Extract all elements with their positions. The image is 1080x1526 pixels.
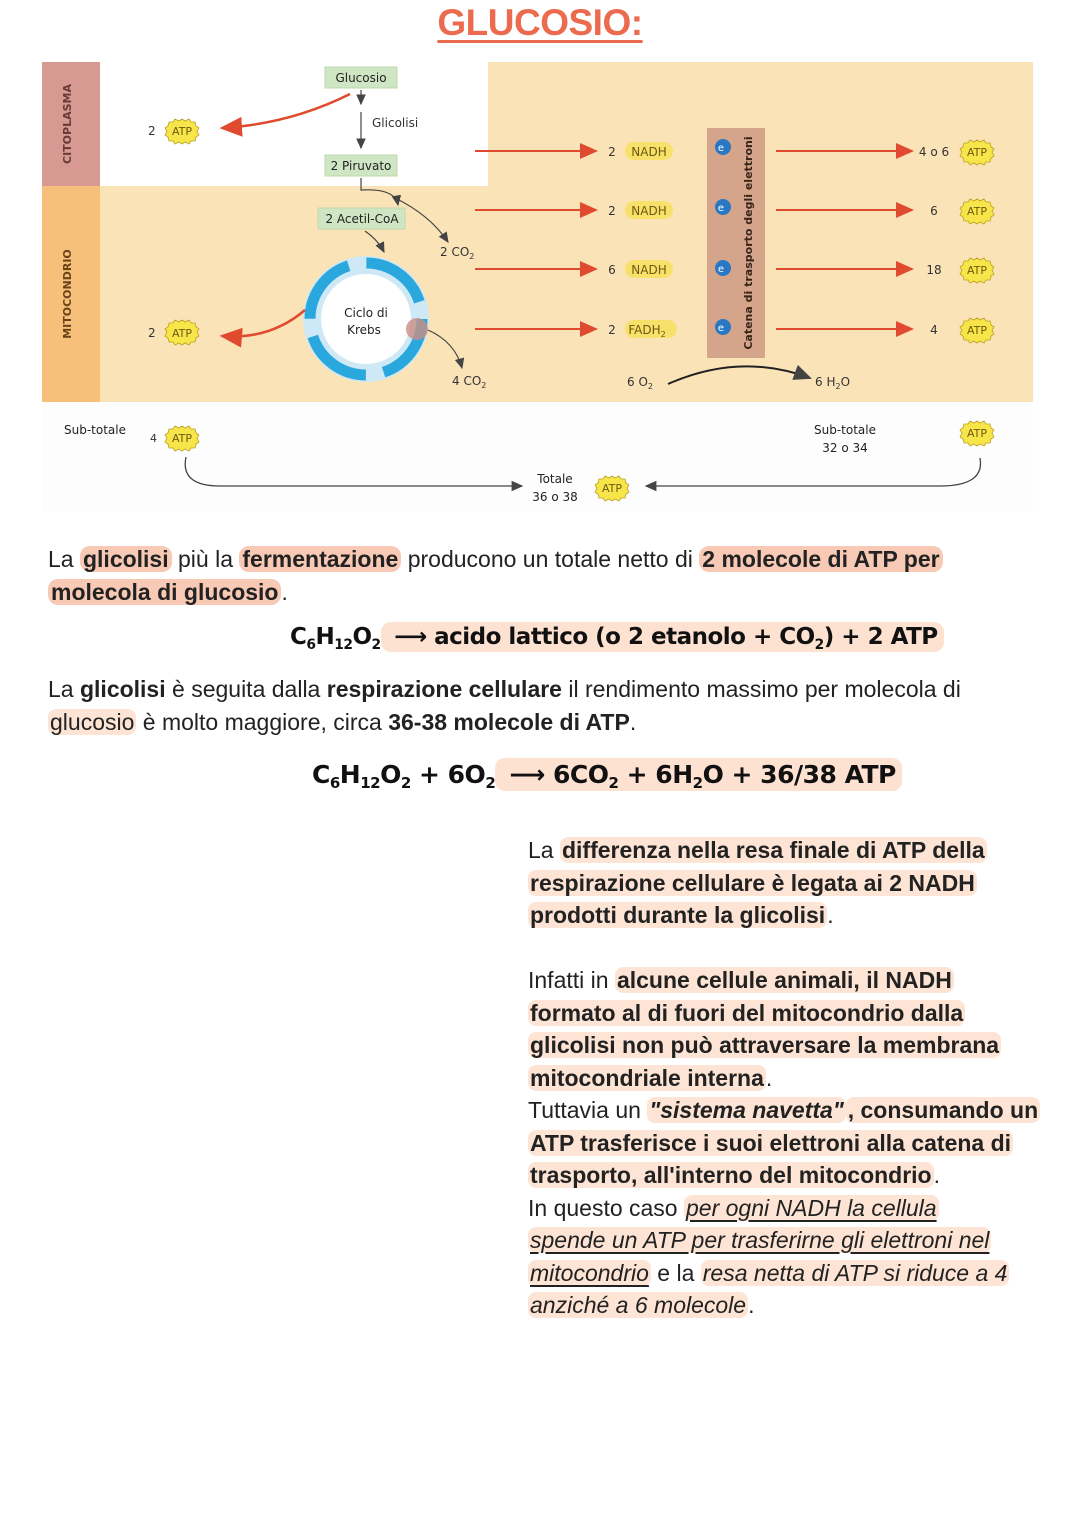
mitochondrion-label: MITOCONDRIO: [61, 249, 74, 339]
atp-label: ATP: [601, 482, 623, 495]
paragraph-difference: La differenza nella resa finale di ATP della respirazione cellulare è legata ai 2 NADH prodotti durante la glicolisi.: [528, 837, 985, 928]
atp-label: ATP: [966, 324, 988, 337]
electron-icon: [715, 260, 731, 276]
carrier-count: 6: [608, 263, 616, 277]
atp-burst-glycolysis: [165, 119, 199, 144]
term-glucosio: glucosio: [50, 708, 135, 735]
atp-output-count: 18: [926, 263, 942, 277]
paragraph-shuttle: Infatti in alcune cellule animali, il NADH formato al di fuori del mitocondrio dalla glicolisi non può attraversare la membrana mitocondriale interna. Tuttavia un "sistema navetta" , consumando un ATP trasferisce i suoi elettroni alla catena di trasporto, all'interno del mitocondrio. In questo caso per ogni NADH la cellula spende un ATP per trasferirne gli elettroni nel mitocondrio e la resa netta di ATP si riduce a 4 anziché a 6 molecole.: [528, 967, 1039, 1318]
carrier-name: NADH: [631, 145, 667, 159]
atp-burst-out-2: [960, 199, 994, 224]
atp-burst-total: [595, 476, 629, 501]
paragraph-fermentation: La glicolisi più la fermentazione producono un totale netto di 2 molecole di ATP per molecola di glucosio .: [48, 543, 1038, 608]
glycolysis-label: Glicolisi: [372, 116, 419, 130]
atp-label: ATP: [171, 327, 193, 340]
subtotal-right-value: 32 o 34: [822, 441, 868, 455]
carrier-name: NADH: [631, 204, 667, 218]
atp-output-count: 6: [930, 204, 938, 218]
carrier-count: 2: [608, 204, 616, 218]
term-fermentazione: fermentazione: [239, 546, 401, 572]
krebs-label-1: Ciclo di: [344, 306, 388, 320]
pyruvate-label: 2 Piruvato: [330, 159, 392, 173]
atp-krebs-count: 2: [148, 326, 156, 340]
atp-label: ATP: [171, 125, 193, 138]
subtotal-left-count: 4: [150, 432, 157, 445]
result-highlight-b: molecola di glucosio: [48, 579, 281, 605]
co2-label-b: 4 $CO_2$: [452, 374, 487, 390]
formula-fermentation: $C_6H_{12}O_2$ ⟶ acido lattico (o 2 etanolo + $CO_2) + 2$ ATP: [290, 624, 944, 653]
atp-burst-krebs: [165, 320, 199, 345]
atp-burst-subtotal-left: [165, 426, 199, 451]
acetyl-coa-label: 2 Acetil-CoA: [325, 212, 399, 226]
svg-text:e: e: [717, 203, 725, 214]
result-highlight-a: 2 molecole di ATP per: [699, 546, 942, 572]
svg-text:e: e: [717, 143, 725, 154]
o2-label: 6 $O_2$: [627, 375, 653, 391]
etc-label: Catena di trasporto degli elettroni: [742, 136, 755, 350]
carrier-name: NADH: [631, 263, 667, 277]
electron-icon: [715, 319, 731, 335]
carrier-count: 2: [608, 323, 616, 337]
term-glicolisi: glicolisi: [80, 546, 172, 572]
atp-label: ATP: [171, 432, 193, 445]
atp-label: ATP: [966, 264, 988, 277]
term-glicolisi-2: glicolisi: [79, 676, 166, 702]
atp-burst-out-1: [960, 140, 994, 165]
cellular-respiration-diagram: [0, 0, 1080, 520]
atp-burst-out-4: [960, 318, 994, 343]
atp-label: ATP: [966, 205, 988, 218]
carrier-name: $FADH_2$: [628, 323, 666, 339]
atp-burst-out-3: [960, 258, 994, 283]
atp-glycolysis-count: 2: [148, 124, 156, 138]
atp-output-count: 4: [930, 323, 938, 337]
atp-label: ATP: [966, 146, 988, 159]
term-respirazione: respirazione cellulare: [326, 676, 562, 702]
paragraph-respiration: La glicolisi è seguita dalla respirazione cellulare il rendimento massimo per molecola di glucosio è molto maggiore, circa 36-38 molecole di ATP.: [48, 676, 961, 735]
co2-label-a: 2 $CO_2$: [440, 245, 475, 261]
h2o-label: 6 $H_2O$: [815, 375, 851, 391]
cytoplasm-zone: [100, 62, 488, 186]
svg-text:e: e: [717, 323, 725, 334]
subtotal-right-label: Sub-totale: [814, 423, 876, 437]
svg-text:e: e: [717, 264, 725, 275]
etc-box: [707, 128, 765, 358]
total-value: 36 o 38: [532, 490, 578, 504]
atp-output-count: 4 o 6: [918, 145, 950, 159]
formula-respiration: $C_6H_{12}O_2 + 6O_2$ ⟶ $6CO_2 + 6H_2O + 36/38$ ATP: [312, 760, 902, 792]
electron-icon: [715, 199, 731, 215]
glucose-label: Glucosio: [335, 71, 387, 85]
page-title: GLUCOSIO:: [437, 2, 643, 43]
term-amount: 36-38 molecole di ATP: [388, 708, 630, 735]
subtotal-left-label: Sub-totale: [64, 423, 126, 437]
carrier-count: 2: [608, 145, 616, 159]
electron-icon: [715, 139, 731, 155]
atp-label: ATP: [966, 427, 988, 440]
cytoplasm-label: CITOPLASMA: [61, 84, 74, 164]
krebs-label-2: Krebs: [347, 323, 381, 337]
total-label: Totale: [537, 472, 573, 486]
atp-burst-subtotal-right: [960, 421, 994, 446]
